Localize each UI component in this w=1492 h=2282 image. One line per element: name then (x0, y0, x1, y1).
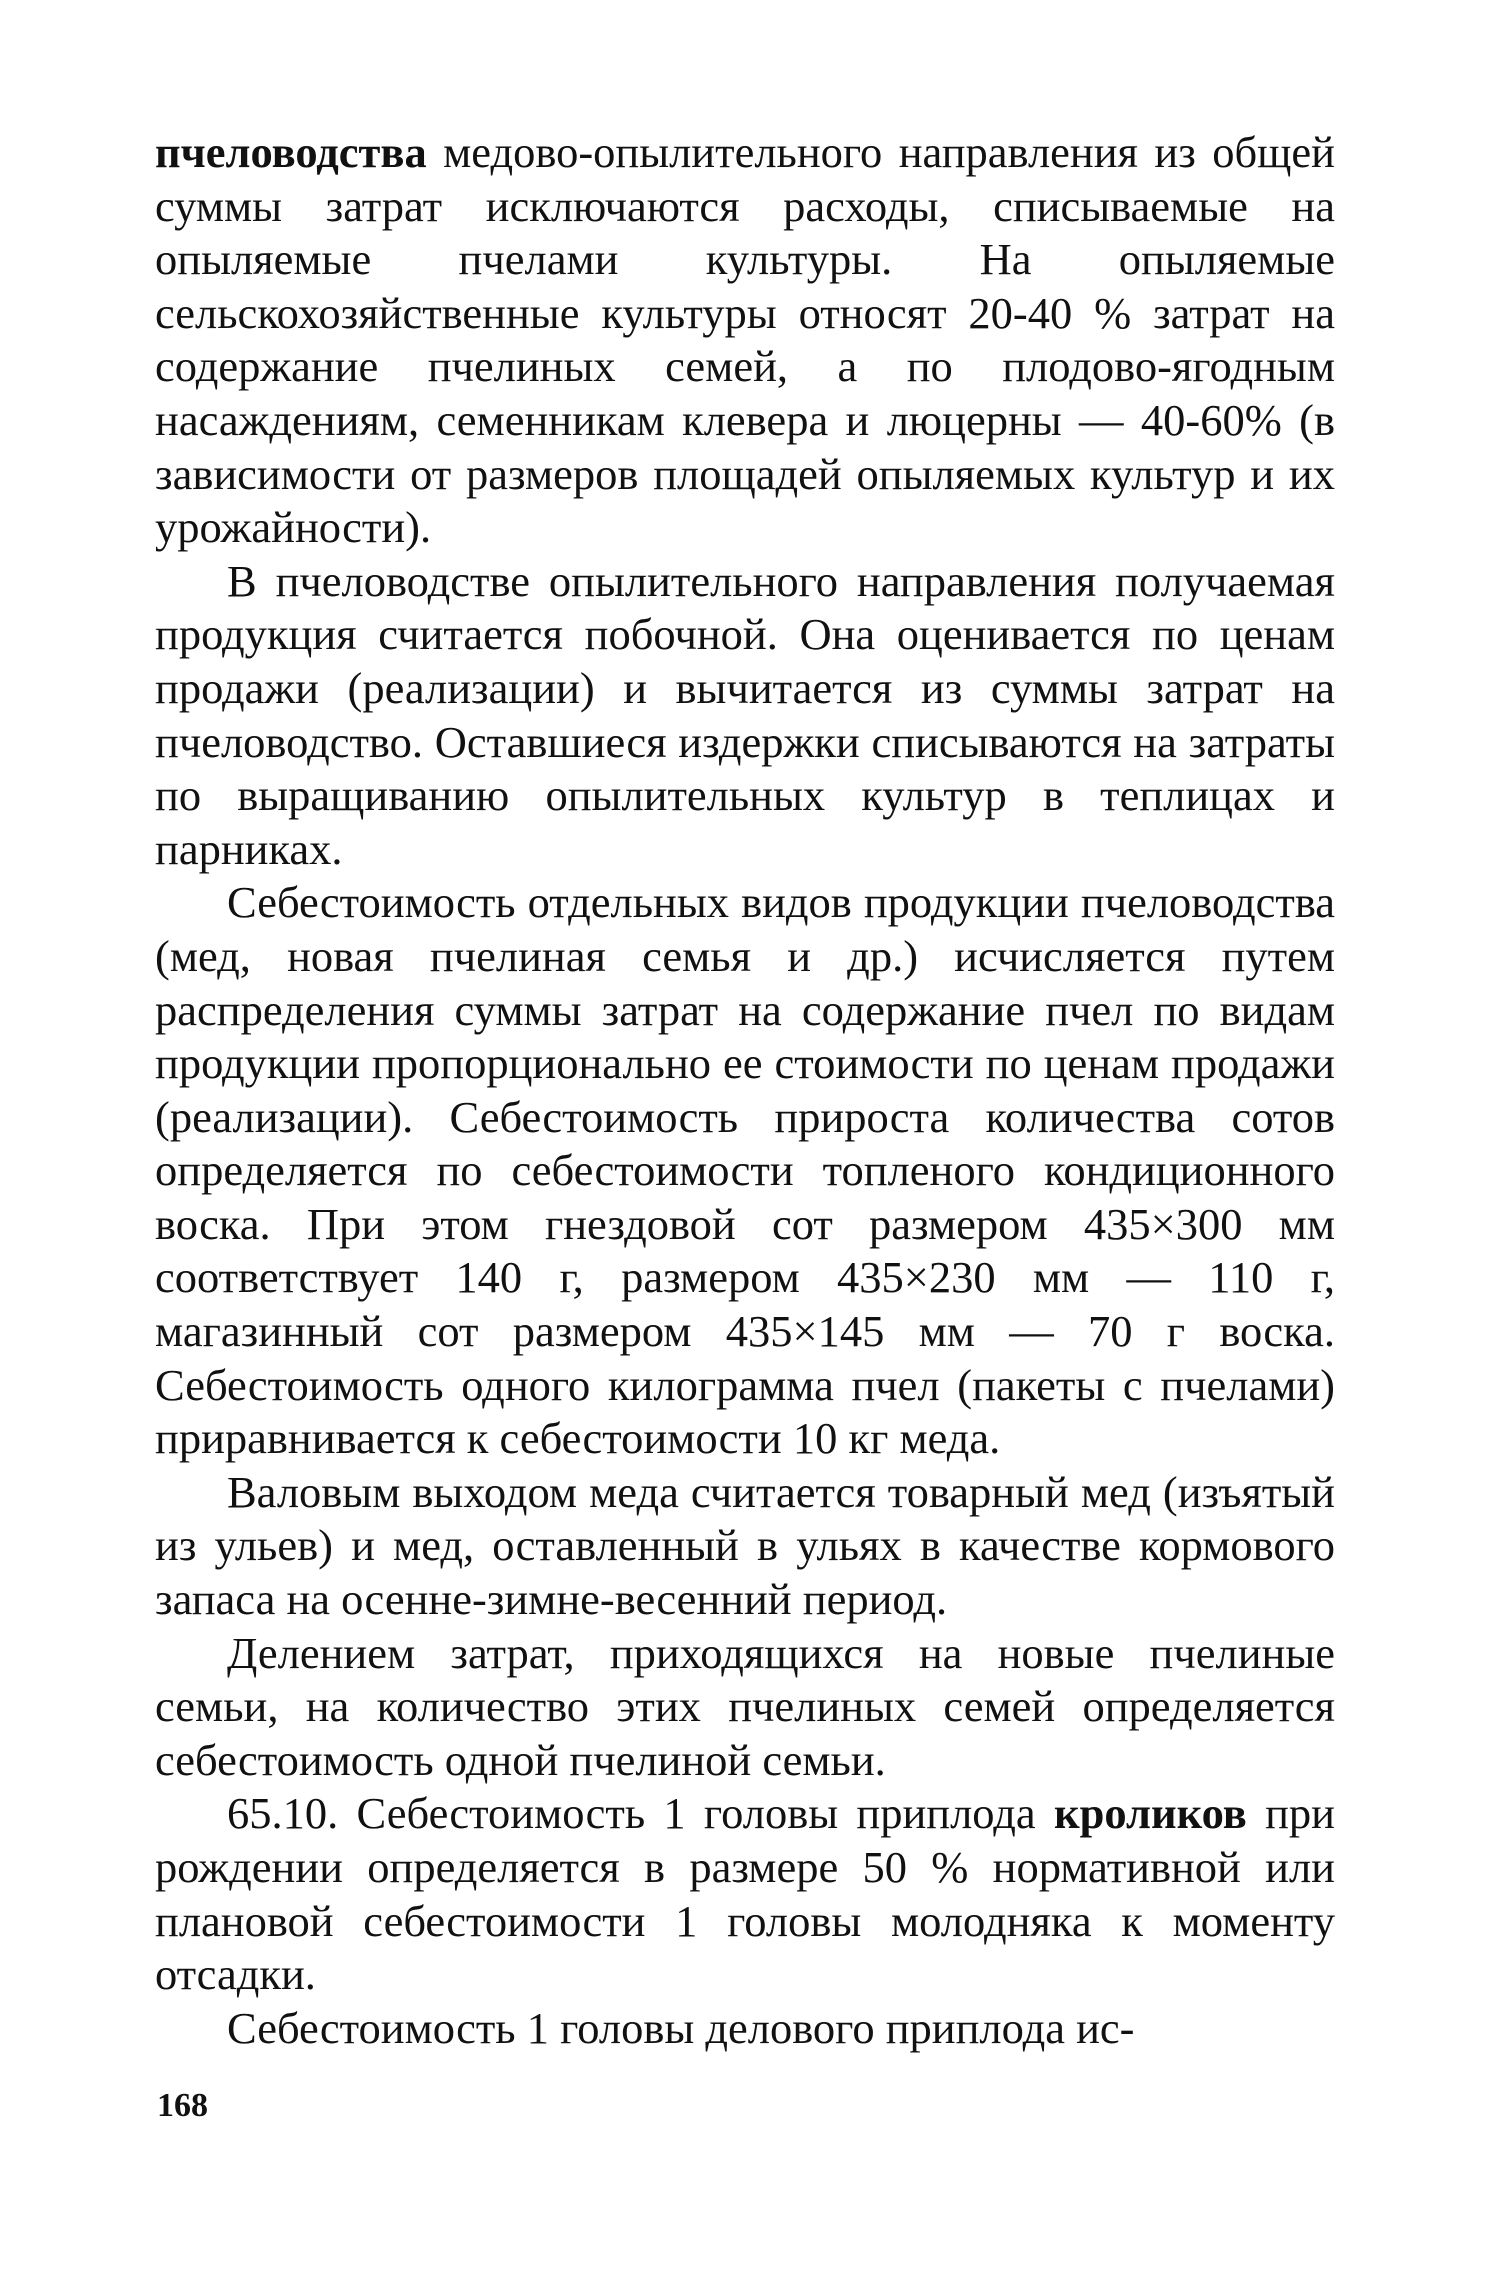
paragraph-3: Себестоимость отдельных видов продукции пчеловодства (мед, новая пчелиная семья и др.) исчисляется путем распределения суммы затрат на содержание пчел по видам продукции пропорционально ее стоимости по ценам продажи (реализации). Себестоимость прироста количества сотов определяется по себестоимости топленого кондиционного воска. При этом гнездовой сот размером 435×300 мм соответствует 140 г, размером 435×230 мм — 110 г, магазинный сот размером 435×145 мм — 70 г воска. Себестоимость одного килограмма пчел (пакеты с пчелами) приравнивается к себестоимости 10 кг меда. (155, 877, 1335, 1464)
bold-term-rabbits: кроликов (1053, 1788, 1247, 1839)
paragraph-4: Валовым выходом меда считается товарный мед (изъятый из ульев) и мед, оставленный в ульях в качестве кормового запаса на осенне-зимне-весенний период. (155, 1466, 1335, 1625)
paragraph-6-start: 65.10. Себестоимость 1 головы приплода (227, 1788, 1054, 1839)
bold-term-beekeeping: пчеловодства (155, 127, 427, 177)
paragraph-7: Себестоимость 1 головы делового приплода ис- (227, 2002, 1135, 2053)
paragraph-2: В пчеловодстве опылительного направления получаемая продукция считается побочной. Она оценивается по ценам продажи (реализации) и вычитается из суммы затрат на пчеловодство. Оставшиеся издержки списываются на затраты по выращиванию опылительных культур в теплицах и парниках. (155, 555, 1335, 874)
paragraph-1 (155, 126, 1335, 555)
body-text (155, 126, 1335, 2055)
paragraph-6-end: при рождении определяется в размере 50 % нормативной или плановой себестоимости 1 головы молодняка к моменту отсадки. (155, 1788, 1335, 2000)
paragraph-5: Делением затрат, приходящихся на новые пчелиные семьи, на количество этих пчелиных семей определяется себестоимость одной пчелиной семьи. (155, 1627, 1335, 1785)
paragraph-1-text: медово-опылительного направления из общей суммы затрат исключаются расходы, списываемые на опыляемые пчелами культуры. На опыляемые сельскохозяйственные культуры относят 20-40 % затрат на содержание пчелиных семей, а по плодово-ягодным насаждениям, семенникам клевера и люцерны — 40-60% (в зависимости от размеров площадей опыляемых культур и их урожайности). (155, 127, 1335, 553)
page-number: 168 (157, 2087, 208, 2124)
paragraph-6 (155, 1787, 1335, 2001)
